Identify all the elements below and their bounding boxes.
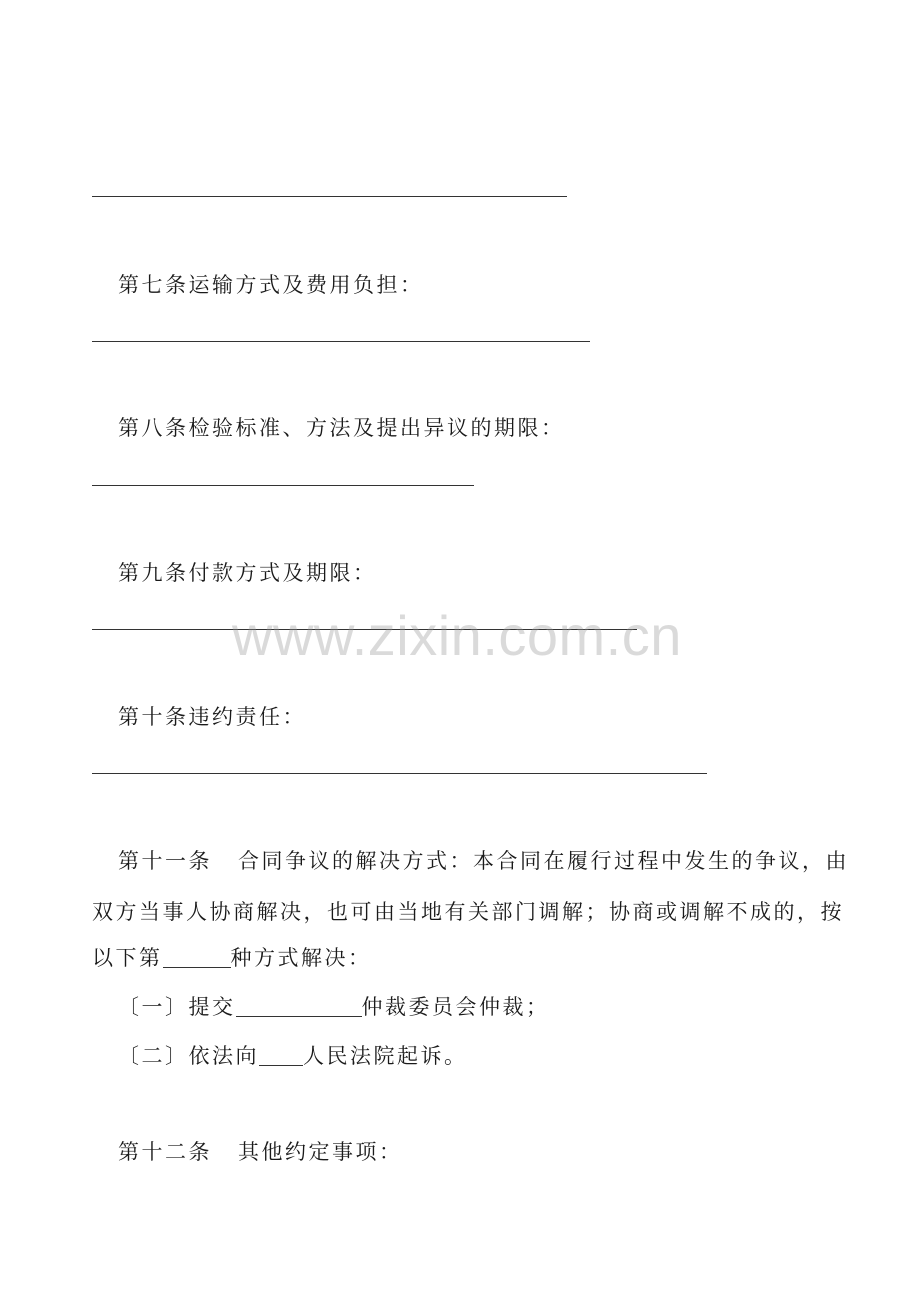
blank-court-name — [259, 1043, 303, 1066]
article-11-line-3 — [92, 943, 372, 973]
article-11-option-1 — [118, 992, 550, 1022]
option-2-prefix: 〔二〕依法向 — [118, 1044, 259, 1068]
article-11-text-2: 双方当事人协商解决，也可由当地有关部门调解；协商或调解不成的，按 — [92, 900, 844, 924]
article-8-heading: 第八条检验标准、方法及提出异议的期限： — [118, 416, 565, 440]
watermark-text: www.zixin.com.cn — [232, 604, 682, 667]
blank-line-art9 — [92, 629, 637, 630]
blank-arbitration-commission — [236, 994, 362, 1017]
blank-method-number — [163, 945, 231, 968]
blank-line-art6 — [92, 196, 567, 197]
article-11-number: 第十一条 — [118, 849, 212, 873]
article-11-option-2 — [118, 1041, 468, 1071]
article-9-heading: 第九条付款方式及期限： — [118, 561, 377, 585]
article-11-line-1 — [118, 846, 849, 876]
blank-line-art7 — [92, 341, 590, 342]
article-11-line-2 — [92, 897, 844, 927]
article-11-text-3-prefix: 以下第 — [92, 946, 163, 970]
article-12-text: 其他约定事项： — [238, 1140, 403, 1164]
article-7-heading: 第七条运输方式及费用负担： — [118, 273, 424, 297]
blank-line-art10 — [92, 773, 707, 774]
article-10-heading: 第十条违约责任： — [118, 705, 306, 729]
option-2-suffix: 人民法院起诉。 — [303, 1044, 468, 1068]
article-12-heading — [118, 1137, 403, 1167]
article-11-text-1: 合同争议的解决方式：本合同在履行过程中发生的争议，由 — [238, 849, 849, 873]
article-11-text-3-suffix: 种方式解决： — [230, 946, 372, 970]
article-12-number: 第十二条 — [118, 1140, 212, 1164]
option-1-prefix: 〔一〕提交 — [118, 995, 236, 1019]
option-1-suffix: 仲裁委员会仲裁； — [361, 995, 550, 1019]
blank-line-art8 — [92, 485, 474, 486]
